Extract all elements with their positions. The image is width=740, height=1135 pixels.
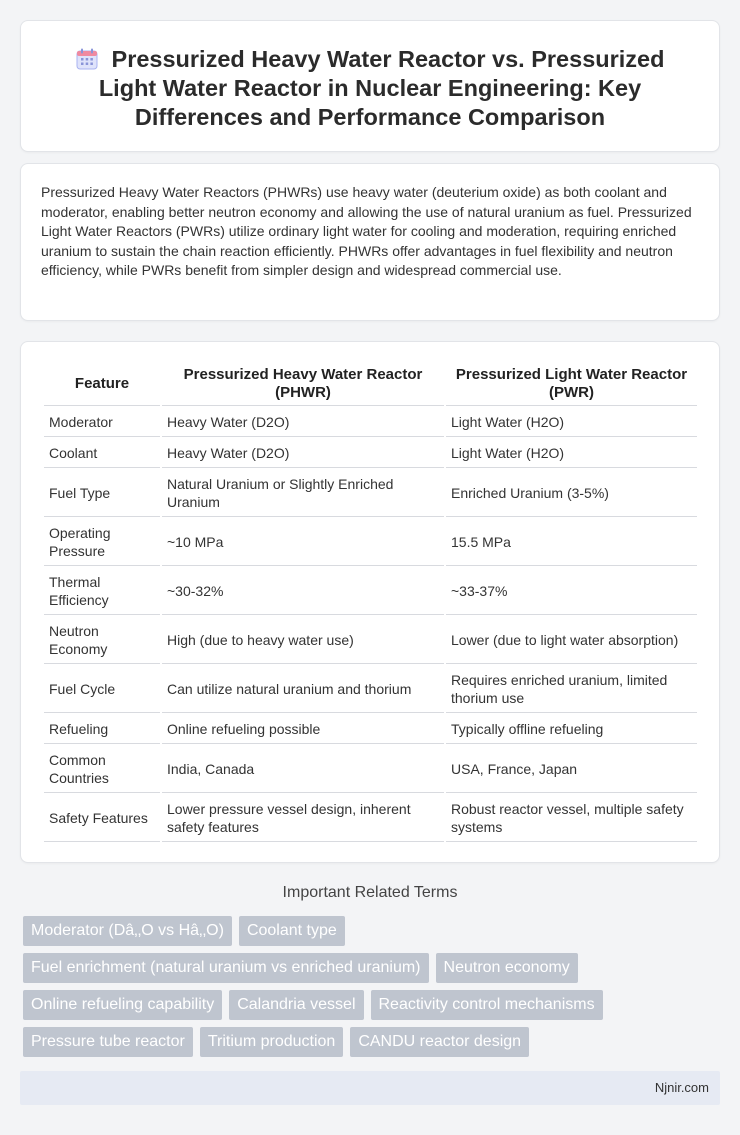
header-pwr: Pressurized Light Water Reactor (PWR) [446, 362, 697, 406]
pwr-cell: Robust reactor vessel, multiple safety systems [446, 795, 697, 842]
pwr-cell: 15.5 MPa [446, 519, 697, 566]
pwr-cell: ~33-37% [446, 568, 697, 615]
feature-cell: Fuel Cycle [44, 666, 160, 713]
tag-row [23, 916, 723, 946]
pwr-cell: Lower (due to light water absorption) [446, 617, 697, 664]
term-tag[interactable]: Online refueling capability [23, 990, 222, 1020]
tag-row [23, 953, 723, 983]
term-tag[interactable]: Fuel enrichment (natural uranium vs enriched uranium) [23, 953, 429, 983]
term-tag[interactable]: Tritium production [200, 1027, 343, 1057]
feature-cell: Moderator [44, 408, 160, 437]
term-tag[interactable]: Reactivity control mechanisms [371, 990, 603, 1020]
phwr-cell: Online refueling possible [162, 715, 444, 744]
phwr-cell: High (due to heavy water use) [162, 617, 444, 664]
table-header-row [44, 362, 697, 406]
comparison-card [20, 341, 720, 863]
intro-card [20, 163, 720, 321]
table-row [44, 617, 697, 664]
phwr-cell: Heavy Water (D2O) [162, 408, 444, 437]
table-row [44, 470, 697, 517]
pwr-cell: Typically offline refueling [446, 715, 697, 744]
table-row [44, 746, 697, 793]
phwr-cell: Heavy Water (D2O) [162, 439, 444, 468]
page-title [51, 45, 689, 132]
phwr-cell: Lower pressure vessel design, inherent safety features [162, 795, 444, 842]
intro-paragraph: Pressurized Heavy Water Reactors (PHWRs) use heavy water (deuterium oxide) as both coolant and moderator, enabling better neutron economy and allowing the use of natural uranium as fuel. Pressurized Light Water Reactors (PWRs) utilize ordinary light water for cooling and moderation, requiring enriched uranium to sustain the chain reaction efficiently. PHWRs offer advantages in fuel flexibility and neutron efficiency, while PWRs benefit from simpler design and widespread commercial use. [41, 184, 692, 279]
phwr-cell: ~30-32% [162, 568, 444, 615]
table-row [44, 568, 697, 615]
term-tag[interactable]: Neutron economy [436, 953, 578, 983]
header-phwr: Pressurized Heavy Water Reactor (PHWR) [162, 362, 444, 406]
term-tag[interactable]: Coolant type [239, 916, 345, 946]
feature-cell: Operating Pressure [44, 519, 160, 566]
phwr-cell: Can utilize natural uranium and thorium [162, 666, 444, 713]
table-row [44, 519, 697, 566]
page-title-text: Pressurized Heavy Water Reactor vs. Pressurized Light Water Reactor in Nuclear Engineering: Key Differences and Performance Comparison [98, 46, 665, 130]
tag-row [23, 990, 723, 1020]
phwr-cell: ~10 MPa [162, 519, 444, 566]
calendar-icon [76, 48, 98, 70]
table-row [44, 795, 697, 842]
term-tag[interactable]: Calandria vessel [229, 990, 363, 1020]
table-row [44, 439, 697, 468]
related-terms-list [23, 916, 723, 1064]
footer-site-link[interactable]: Njnir.com [654, 1080, 709, 1095]
footer-bar [20, 1071, 720, 1105]
comparison-table [42, 360, 699, 844]
pwr-cell: Light Water (H2O) [446, 439, 697, 468]
term-tag[interactable]: Pressure tube reactor [23, 1027, 193, 1057]
related-terms-heading: Important Related Terms [282, 884, 458, 901]
term-tag[interactable]: Moderator (Dâ‚‚O vs Hâ‚‚O) [23, 916, 232, 946]
phwr-cell: Natural Uranium or Slightly Enriched Uranium [162, 470, 444, 517]
feature-cell: Neutron Economy [44, 617, 160, 664]
table-row [44, 408, 697, 437]
title-card [20, 20, 720, 152]
pwr-cell: Enriched Uranium (3-5%) [446, 470, 697, 517]
feature-cell: Refueling [44, 715, 160, 744]
phwr-cell: India, Canada [162, 746, 444, 793]
feature-cell: Safety Features [44, 795, 160, 842]
pwr-cell: Light Water (H2O) [446, 408, 697, 437]
table-row [44, 715, 697, 744]
feature-cell: Coolant [44, 439, 160, 468]
term-tag[interactable]: CANDU reactor design [350, 1027, 529, 1057]
feature-cell: Common Countries [44, 746, 160, 793]
pwr-cell: Requires enriched uranium, limited thorium use [446, 666, 697, 713]
header-feature: Feature [44, 362, 160, 406]
tag-row [23, 1027, 723, 1057]
feature-cell: Thermal Efficiency [44, 568, 160, 615]
pwr-cell: USA, France, Japan [446, 746, 697, 793]
feature-cell: Fuel Type [44, 470, 160, 517]
table-row [44, 666, 697, 713]
